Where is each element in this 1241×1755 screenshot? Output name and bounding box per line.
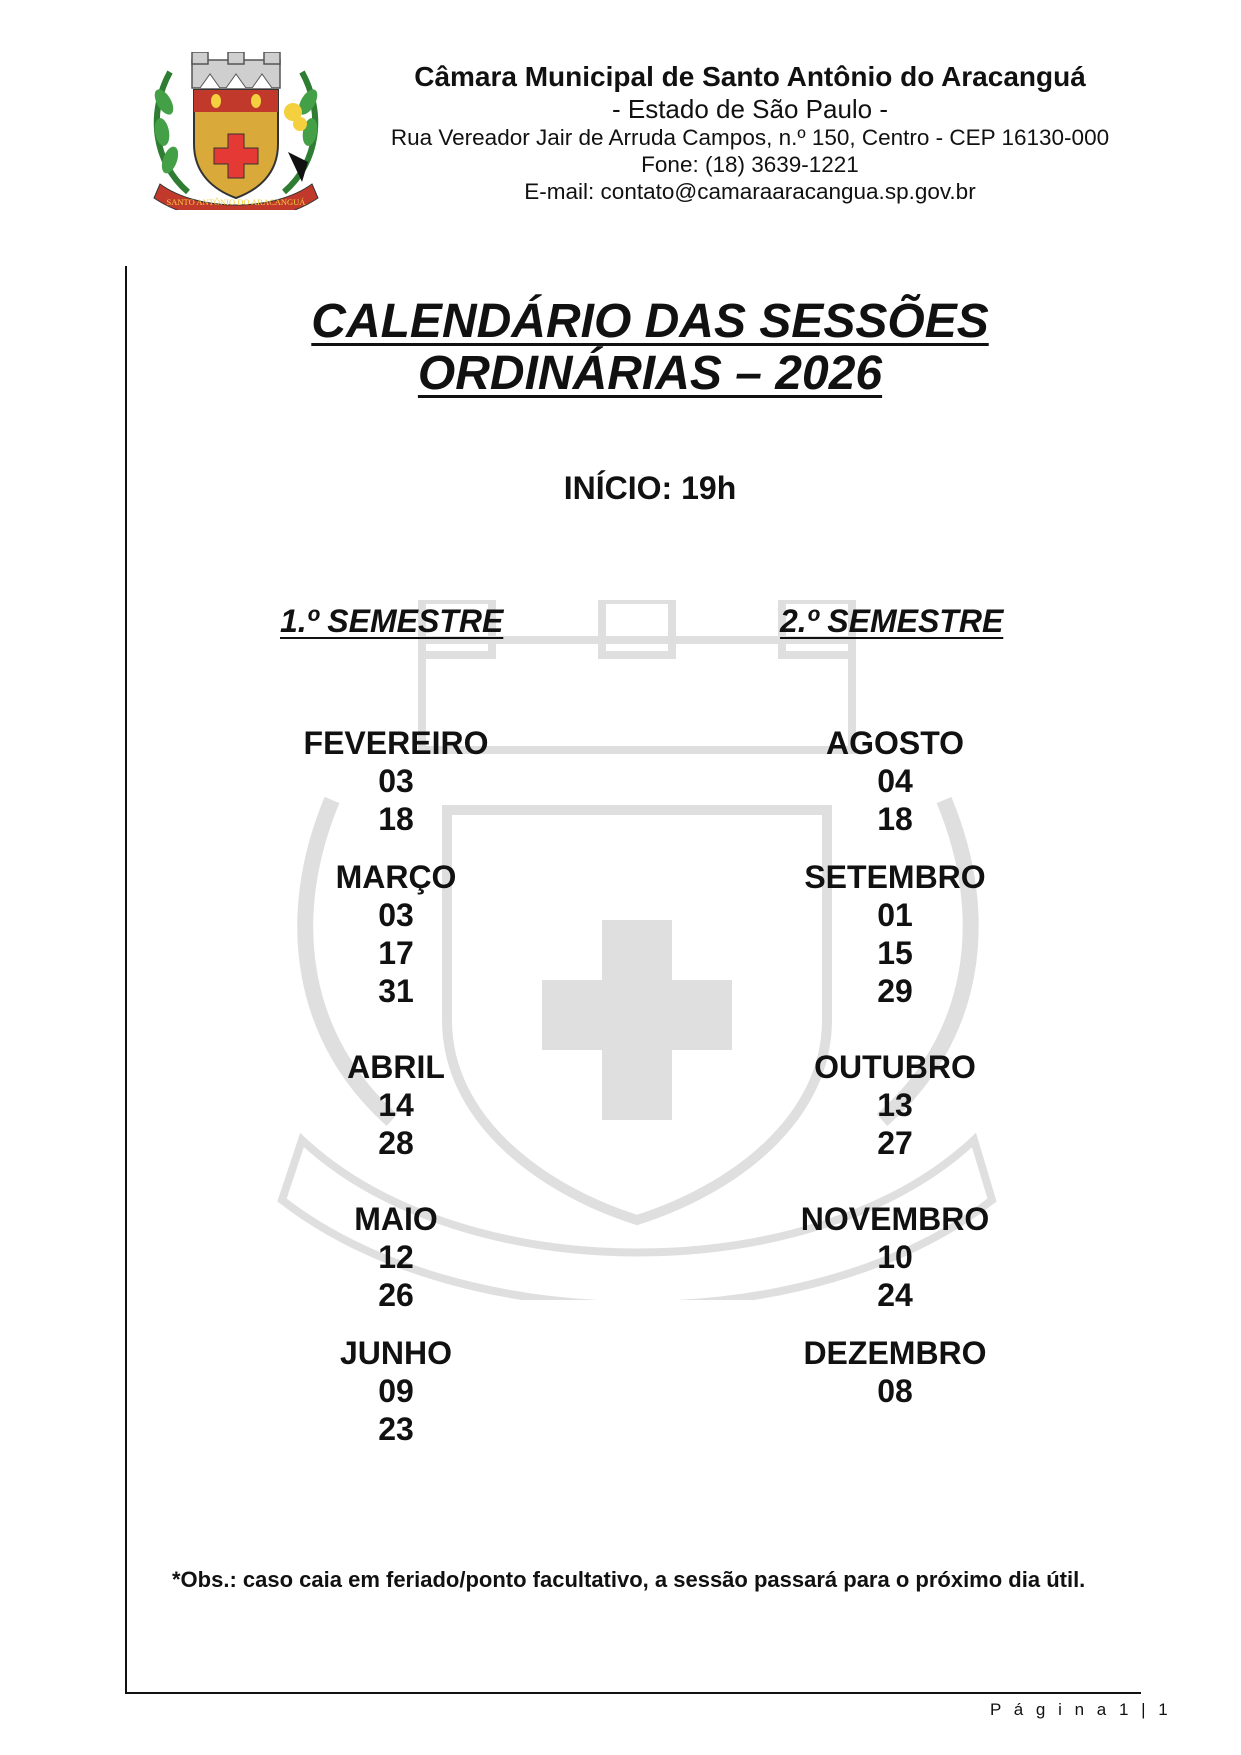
session-day: 08 (877, 1373, 913, 1409)
month-name: MAIO (354, 1201, 438, 1237)
month-name: JUNHO (339, 1335, 452, 1371)
session-day: 18 (378, 801, 414, 837)
session-day: 26 (378, 1277, 414, 1313)
address: Rua Vereador Jair de Arruda Campos, n.º 150, Centro - CEP 16130-000 (390, 125, 1110, 150)
semester-2-heading: 2.º SEMESTRE (780, 603, 1004, 639)
coat-of-arms-logo (148, 52, 324, 210)
session-day: 15 (877, 935, 913, 971)
month-name: NOVEMBRO (800, 1201, 990, 1237)
month-block-fevereiro (246, 724, 546, 838)
seal-text: SANTO ANTÔNIO DO ARACANGUÁ (166, 197, 306, 207)
month-name: AGOSTO (825, 725, 965, 761)
title-line-2: ORDINÁRIAS – 2026 (417, 347, 883, 400)
email: E-mail: contato@camaraaracangua.sp.gov.br (524, 179, 976, 204)
phone: Fone: (18) 3639-1221 (641, 152, 859, 177)
title-line-1: CALENDÁRIO DAS SESSÕES (311, 295, 989, 348)
month-name: SETEMBRO (804, 859, 986, 895)
month-block-maio (246, 1200, 546, 1314)
month-name: OUTUBRO (814, 1049, 976, 1085)
month-name: MARÇO (335, 859, 457, 895)
month-block-outubro (745, 1048, 1045, 1162)
month-name: FEVEREIRO (303, 725, 489, 761)
semester-1-heading: 1.º SEMESTRE (280, 603, 504, 639)
session-day: 29 (877, 973, 913, 1009)
holiday-note: *Obs.: caso caia em feriado/ponto facultativo, a sessão passará para o próximo dia útil. (172, 1567, 1086, 1592)
state-name: - Estado de São Paulo - (611, 94, 889, 124)
institution-name: Câmara Municipal de Santo Antônio do Aracanguá (414, 61, 1086, 92)
session-day: 24 (877, 1277, 913, 1313)
session-day: 03 (378, 897, 414, 933)
session-day: 31 (378, 973, 414, 1009)
session-day: 14 (378, 1087, 414, 1123)
session-day: 09 (378, 1373, 414, 1409)
frame-bottom-border (125, 1692, 1141, 1694)
month-name: ABRIL (347, 1049, 445, 1085)
session-day: 10 (877, 1239, 913, 1275)
month-block-marco (246, 858, 546, 1010)
session-day: 04 (877, 763, 913, 799)
session-day: 27 (877, 1125, 913, 1161)
month-block-abril (246, 1048, 546, 1162)
session-day: 13 (877, 1087, 913, 1123)
session-day: 12 (378, 1239, 414, 1275)
session-day: 03 (378, 763, 414, 799)
session-day: 01 (877, 897, 913, 933)
month-block-agosto (745, 724, 1045, 838)
month-block-dezembro (745, 1334, 1045, 1410)
letterhead (380, 60, 1120, 205)
session-day: 18 (877, 801, 913, 837)
month-name: DEZEMBRO (803, 1335, 987, 1371)
start-time: INÍCIO: 19h (563, 470, 737, 506)
document-title (180, 296, 1120, 400)
month-block-junho (246, 1334, 546, 1448)
month-block-novembro (745, 1200, 1045, 1314)
session-day: 17 (378, 935, 414, 971)
session-day: 23 (378, 1411, 414, 1447)
frame-left-border (125, 266, 127, 1694)
page-number: P á g i n a 1 | 1 (990, 1700, 1172, 1719)
month-block-setembro (745, 858, 1045, 1010)
session-day: 28 (378, 1125, 414, 1161)
